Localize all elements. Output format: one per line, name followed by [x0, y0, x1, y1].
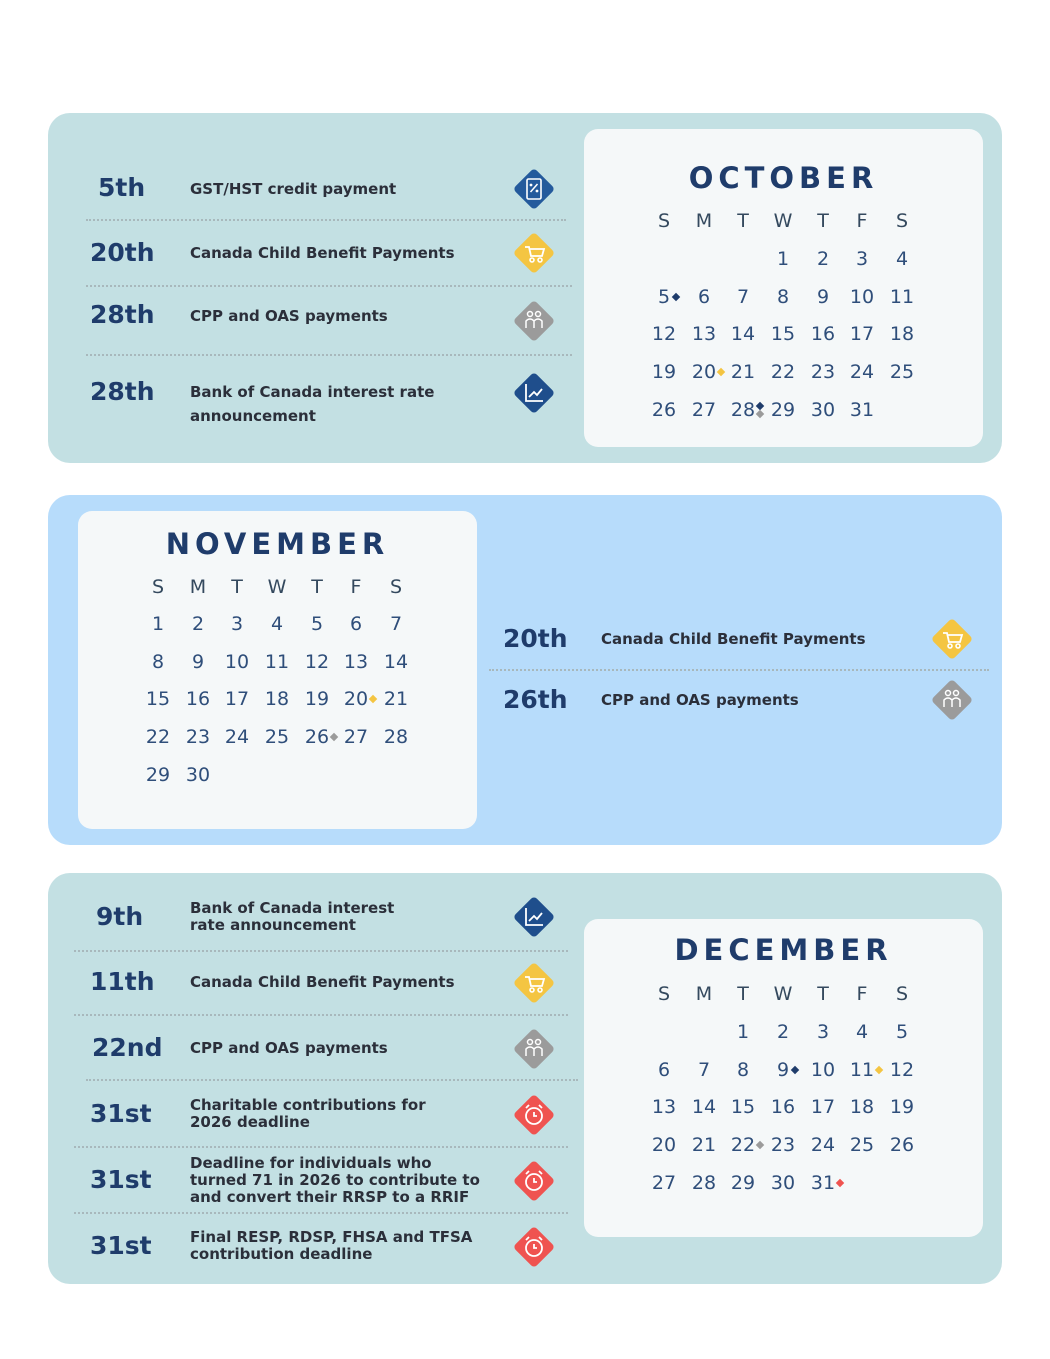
calendar-day: 16: [810, 323, 836, 346]
calendar-day: 12: [304, 650, 330, 673]
calendar-day: 28: [383, 726, 409, 749]
calendar-day: 27: [651, 1171, 677, 1194]
calendar-day: 21: [730, 361, 756, 384]
calendar-day: 9: [191, 650, 205, 673]
calendar-day: 20: [651, 1134, 677, 1157]
event-text: Bank of Canada interest rate announcement: [190, 899, 395, 934]
divider: [86, 219, 566, 221]
calendar-day: 19: [889, 1096, 915, 1119]
calendar-day: 17: [810, 1096, 836, 1119]
calendar-day: 4: [270, 613, 284, 635]
weekday-header: T: [737, 210, 749, 232]
weekday-header: T: [311, 576, 323, 598]
weekday-header: F: [856, 210, 868, 232]
calendar-day: 15: [730, 1096, 756, 1119]
stroller-icon: [928, 615, 976, 663]
calendar-day: 25: [264, 726, 290, 749]
weekday-header: S: [389, 576, 403, 598]
calendar-day: 8: [736, 1058, 750, 1081]
month-title: NOVEMBER: [165, 527, 390, 561]
calendar-day: 5: [657, 285, 671, 308]
calendar-day: 25: [889, 361, 915, 384]
calendar-day: 31: [849, 398, 875, 421]
calendar-day: 6: [349, 613, 363, 635]
event-text: Canada Child Benefit Payments: [190, 244, 455, 262]
calendar-day: 12: [651, 323, 677, 346]
calendar-day: 7: [697, 1058, 711, 1081]
divider: [74, 1212, 568, 1214]
weekday-header: T: [737, 983, 749, 1005]
stroller-icon: [510, 229, 558, 277]
calendar-day: 24: [849, 361, 875, 384]
calendar-day: 19: [651, 361, 677, 384]
calendar-day: 4: [855, 1021, 869, 1043]
event-text: CPP and OAS payments: [601, 691, 799, 709]
calendar-day: 10: [224, 650, 250, 673]
weekday-header: F: [350, 576, 362, 598]
alarm-clock-icon: [510, 1223, 558, 1271]
calendar-day: 29: [730, 1171, 756, 1194]
calendar-day: 14: [730, 323, 756, 346]
weekday-header: M: [695, 983, 713, 1005]
event-date: 31st: [90, 1099, 152, 1128]
calendar-day: 1: [776, 248, 790, 270]
alarm-clock-icon: [510, 1157, 558, 1205]
calendar-day: 18: [264, 688, 290, 711]
calendar-day: 30: [185, 763, 211, 786]
weekday-header: F: [856, 983, 868, 1005]
november-section: [48, 495, 1002, 845]
calendar-day: 2: [816, 248, 830, 270]
calendar-day: 29: [770, 398, 796, 421]
weekday-header: W: [773, 210, 793, 232]
calendar-day: 16: [770, 1096, 796, 1119]
calendar-day: 26: [304, 726, 330, 749]
calendar-day: 1: [151, 613, 165, 635]
calendar-day: 8: [776, 285, 790, 308]
calendar-day: 11: [849, 1058, 875, 1081]
divider: [86, 1079, 578, 1081]
calendar-day: 7: [736, 285, 750, 308]
weekday-header: M: [189, 576, 207, 598]
october-calendar: [584, 129, 983, 447]
calendar-day: 21: [691, 1134, 717, 1157]
calendar-day: 20: [691, 361, 717, 384]
calendar-day: 30: [810, 398, 836, 421]
calendar-day: 10: [849, 285, 875, 308]
calendar-day: 5: [895, 1021, 909, 1043]
elderly-couple-icon: [510, 1025, 558, 1073]
event-date: 20th: [503, 624, 568, 653]
weekday-header: T: [817, 983, 829, 1005]
calendar-day: 22: [145, 726, 171, 749]
calendar-day: 7: [389, 613, 403, 635]
calendar-day: 10: [810, 1058, 836, 1081]
december-section: [48, 873, 1002, 1284]
october-section: [48, 113, 1002, 463]
december-calendar: [584, 919, 983, 1237]
weekday-header: T: [231, 576, 243, 598]
event-date: 31st: [90, 1231, 152, 1260]
calendar-day: 17: [849, 323, 875, 346]
event-text: Canada Child Benefit Payments: [190, 973, 455, 991]
weekday-header: S: [895, 983, 909, 1005]
weekday-header: T: [817, 210, 829, 232]
calendar-day: 2: [191, 613, 205, 635]
calendar-day: 3: [816, 1021, 830, 1043]
calendar-day: 12: [889, 1058, 915, 1081]
calendar-day: 1: [736, 1021, 750, 1043]
divider: [74, 1146, 568, 1148]
calendar-day: 3: [855, 248, 869, 270]
divider: [86, 354, 572, 356]
calendar-day: 25: [849, 1134, 875, 1157]
event-text: Final RESP, RDSP, FHSA and TFSA contribution deadline: [190, 1228, 473, 1263]
divider: [74, 1014, 568, 1016]
trend-chart-icon: [510, 893, 558, 941]
event-text: Bank of Canada interest rate announcement: [190, 383, 435, 425]
calendar-day: 19: [304, 688, 330, 711]
calendar-day: 24: [224, 726, 250, 749]
event-text: Canada Child Benefit Payments: [601, 630, 866, 648]
calendar-day: 14: [383, 650, 409, 673]
divider: [86, 285, 572, 287]
weekday-header: M: [695, 210, 713, 232]
trend-chart-icon: [510, 369, 558, 417]
calendar-day: 11: [889, 285, 915, 308]
calendar-day: 8: [151, 650, 165, 673]
event-text: CPP and OAS payments: [190, 1039, 388, 1057]
calendar-day: 21: [383, 688, 409, 711]
weekday-header: S: [657, 983, 671, 1005]
calendar-day: 13: [343, 650, 369, 673]
calendar-day: 28: [691, 1171, 717, 1194]
calendar-day: 31: [810, 1171, 836, 1194]
calendar-day: 26: [651, 398, 677, 421]
divider: [74, 950, 568, 952]
month-title: DECEMBER: [674, 933, 893, 967]
calendar-day: 24: [810, 1134, 836, 1157]
calendar-day: 30: [770, 1171, 796, 1194]
calendar-day: 18: [889, 323, 915, 346]
calendar-day: 23: [185, 726, 211, 749]
calendar-day: 11: [264, 650, 290, 673]
calendar-day: 20: [343, 688, 369, 711]
calendar-day: 17: [224, 688, 250, 711]
event-date: 31st: [90, 1165, 152, 1194]
calendar-day: 26: [889, 1134, 915, 1157]
calendar-day: 15: [770, 323, 796, 346]
calendar-day: 3: [230, 613, 244, 635]
calendar-day: 29: [145, 763, 171, 786]
divider: [489, 669, 989, 671]
month-title: OCTOBER: [688, 161, 879, 195]
calendar-day: 14: [691, 1096, 717, 1119]
event-date: 20th: [90, 238, 155, 267]
november-calendar: [78, 511, 477, 829]
calendar-day: 15: [145, 688, 171, 711]
weekday-header: S: [895, 210, 909, 232]
calendar-day: 13: [651, 1096, 677, 1119]
elderly-couple-icon: [510, 297, 558, 345]
event-text: Deadline for individuals who turned 71 in 2026 to contribute to and convert their RRSP to a RRIF: [190, 1154, 480, 1206]
event-date: 9th: [96, 902, 144, 931]
weekday-header: S: [151, 576, 165, 598]
event-date: 28th: [90, 300, 155, 329]
weekday-header: W: [773, 983, 793, 1005]
calendar-day: 9: [776, 1058, 790, 1081]
event-text: Charitable contributions for 2026 deadline: [190, 1096, 426, 1131]
calendar-day: 13: [691, 323, 717, 346]
weekday-header: S: [657, 210, 671, 232]
event-text: GST/HST credit payment: [190, 180, 397, 198]
calendar-day: 2: [776, 1021, 790, 1043]
calendar-day: 27: [691, 398, 717, 421]
stroller-icon: [510, 959, 558, 1007]
calendar-day: 23: [810, 361, 836, 384]
calendar-day: 6: [697, 285, 711, 308]
event-date: 5th: [98, 173, 146, 202]
calendar-day: 18: [849, 1096, 875, 1119]
calendar-day: 6: [657, 1058, 671, 1081]
calendar-day: 9: [816, 285, 830, 308]
weekday-header: W: [267, 576, 287, 598]
calendar-day: 4: [895, 248, 909, 270]
calendar-day: 28: [730, 398, 756, 421]
event-date: 28th: [90, 377, 155, 406]
calendar-day: 22: [770, 361, 796, 384]
calendar-day: 27: [343, 726, 369, 749]
event-date: 22nd: [92, 1033, 163, 1062]
alarm-clock-icon: [510, 1091, 558, 1139]
event-date: 26th: [503, 685, 568, 714]
calendar-day: 23: [770, 1134, 796, 1157]
calendar-day: 22: [730, 1134, 756, 1157]
elderly-couple-icon: [928, 676, 976, 724]
event-date: 11th: [90, 967, 155, 996]
event-text: CPP and OAS payments: [190, 307, 388, 325]
receipt-percent-icon: [510, 165, 558, 213]
calendar-day: 16: [185, 688, 211, 711]
calendar-day: 5: [310, 613, 324, 635]
